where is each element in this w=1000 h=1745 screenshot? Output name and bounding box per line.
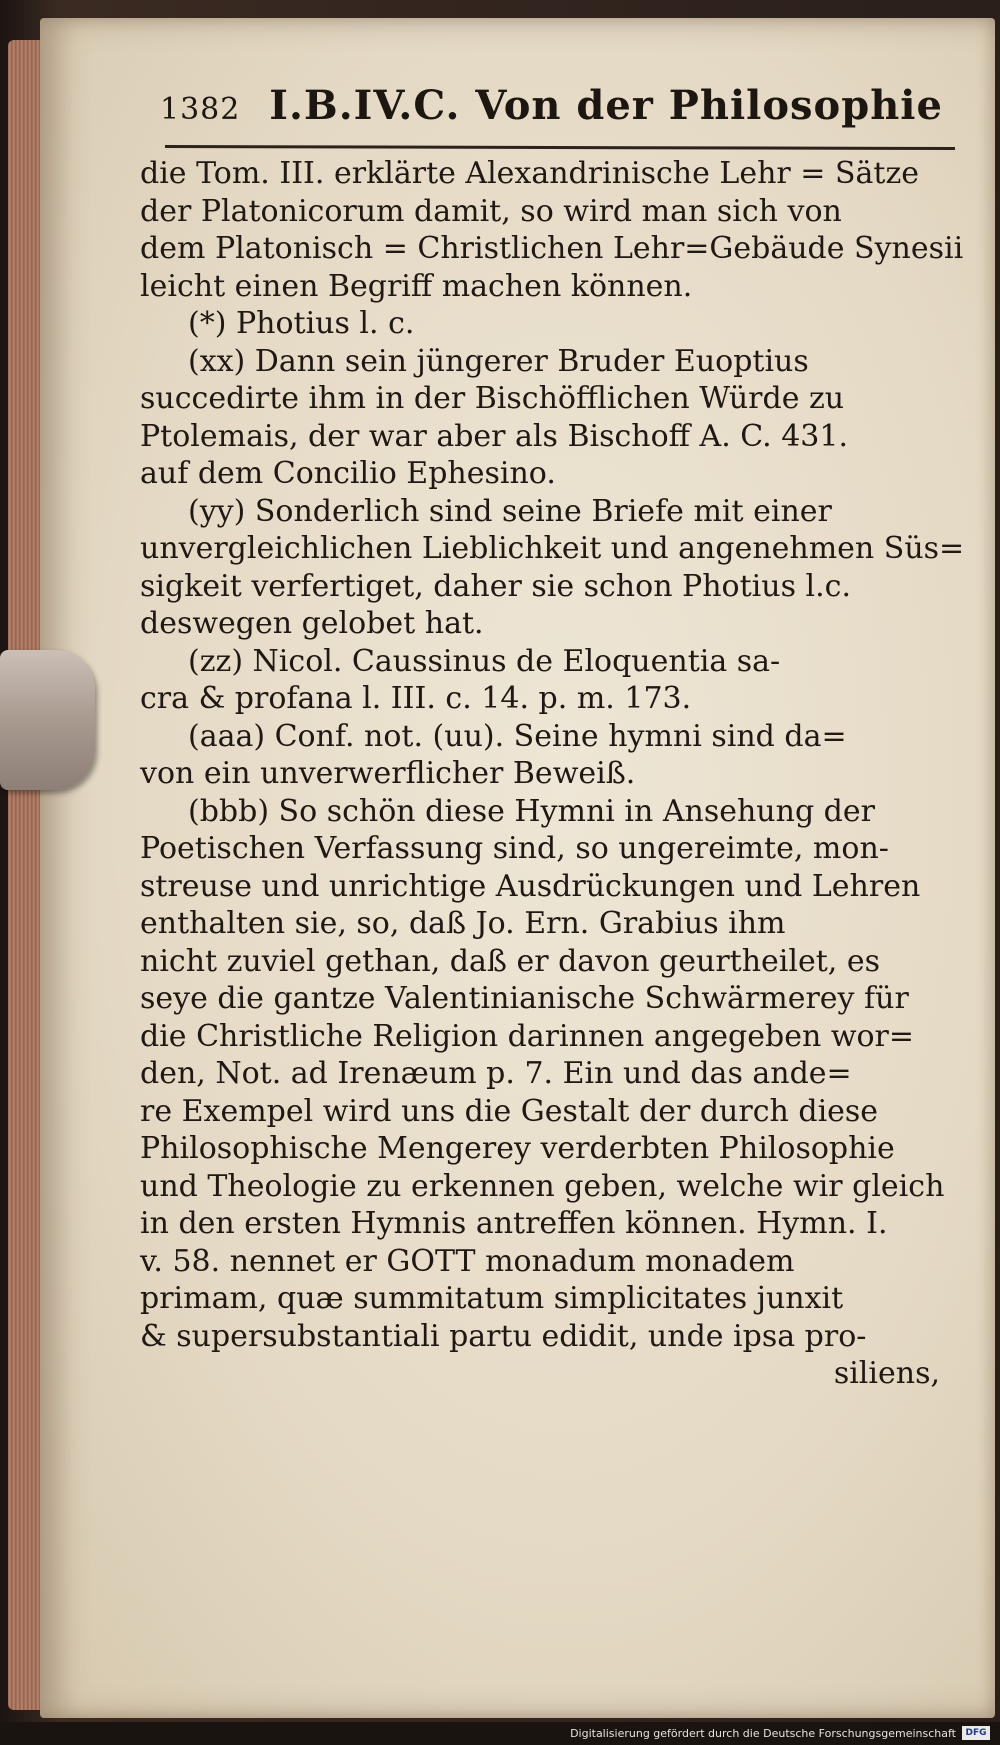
footnote-line: (zz) Nicol. Caussinus de Eloquentia sa- — [188, 643, 781, 679]
footnote-line: (yy) Sonderlich sind seine Briefe mit einer — [188, 493, 832, 529]
footnote-line: (aaa) Conf. not. (uu). Seine hymni sind da= — [188, 718, 847, 754]
text-line: unvergleichlichen Lieblichkeit und angenehmen Süs= — [140, 531, 965, 566]
body-text — [140, 155, 965, 1393]
text-line: v. 58. nennet er GOTT monadum monadem — [140, 1243, 795, 1279]
text-line: & supersubstantiali partu edidit, unde ipsa pro- — [140, 1318, 867, 1354]
text-line: Ptolemais, der war aber als Bischoff A. C. 431. — [140, 418, 849, 454]
running-header — [160, 82, 960, 146]
text-line: in den ersten Hymnis antreffen können. Hymn. I. — [140, 1206, 888, 1241]
text-line: re Exempel wird uns die Gestalt der durch diese — [140, 1093, 879, 1129]
digitization-credit: Digitalisierung gefördert durch die Deutsche Forschungsgemeinschaft — [570, 1727, 956, 1740]
book-clasp — [0, 650, 95, 790]
text-line: enthalten sie, so, daß Jo. Ern. Grabius ihm — [140, 906, 786, 941]
text-line: streuse und unrichtige Ausdrückungen und Lehren — [140, 868, 921, 904]
text-line: und Theologie zu erkennen geben, welche wir gleich — [140, 1168, 945, 1204]
text-line: sigkeit verfertiget, daher sie schon Photius l.c. — [140, 568, 851, 604]
text-line: der Platonicorum damit, so wird man sich von — [140, 193, 842, 229]
text-line: die Christliche Religion darinnen angegeben wor= — [140, 1018, 915, 1054]
text-line: succedirte ihm in der Bischöfflichen Würde zu — [140, 381, 845, 416]
text-line: von ein unverwerflicher Beweiß. — [140, 756, 636, 791]
footnote-line: (*) Photius l. c. — [188, 306, 415, 341]
text-line: seye die gantze Valentinianische Schwärmerey für — [140, 981, 909, 1016]
text-line: nicht zuviel gethan, daß er davon geurtheilet, es — [140, 943, 881, 979]
text-line: deswegen gelobet hat. — [140, 606, 484, 641]
dfg-logo: DFG — [962, 1726, 990, 1740]
text-line: primam, quæ summitatum simplicitates junxit — [140, 1281, 844, 1316]
text-line: Philosophische Mengerey verderbten Philosophie — [140, 1131, 895, 1166]
text-line: die Tom. III. erklärte Alexandrinische Lehr = Sätze — [140, 156, 920, 191]
page-number: 1382 — [160, 92, 241, 127]
text-line: Poetischen Verfassung sind, so ungereimte, mon- — [140, 831, 889, 866]
text-line: dem Platonisch = Christlichen Lehr=Gebäude Synesii — [140, 231, 964, 266]
catchword: siliens, — [833, 1356, 940, 1391]
running-title: I.B.IV.C. Von der Philosophie — [269, 82, 943, 129]
text-line: auf dem Concilio Ephesino. — [140, 456, 556, 491]
text-line: leicht einen Begriff machen können. — [140, 268, 693, 304]
text-line: cra & profana l. III. c. 14. p. m. 173. — [140, 681, 692, 716]
footnote-line: (bbb) So schön diese Hymni in Ansehung der — [188, 793, 875, 829]
footnote-line: (xx) Dann sein jüngerer Bruder Euoptius — [188, 343, 809, 379]
text-line: den, Not. ad Irenæum p. 7. Ein und das ande= — [140, 1056, 852, 1091]
